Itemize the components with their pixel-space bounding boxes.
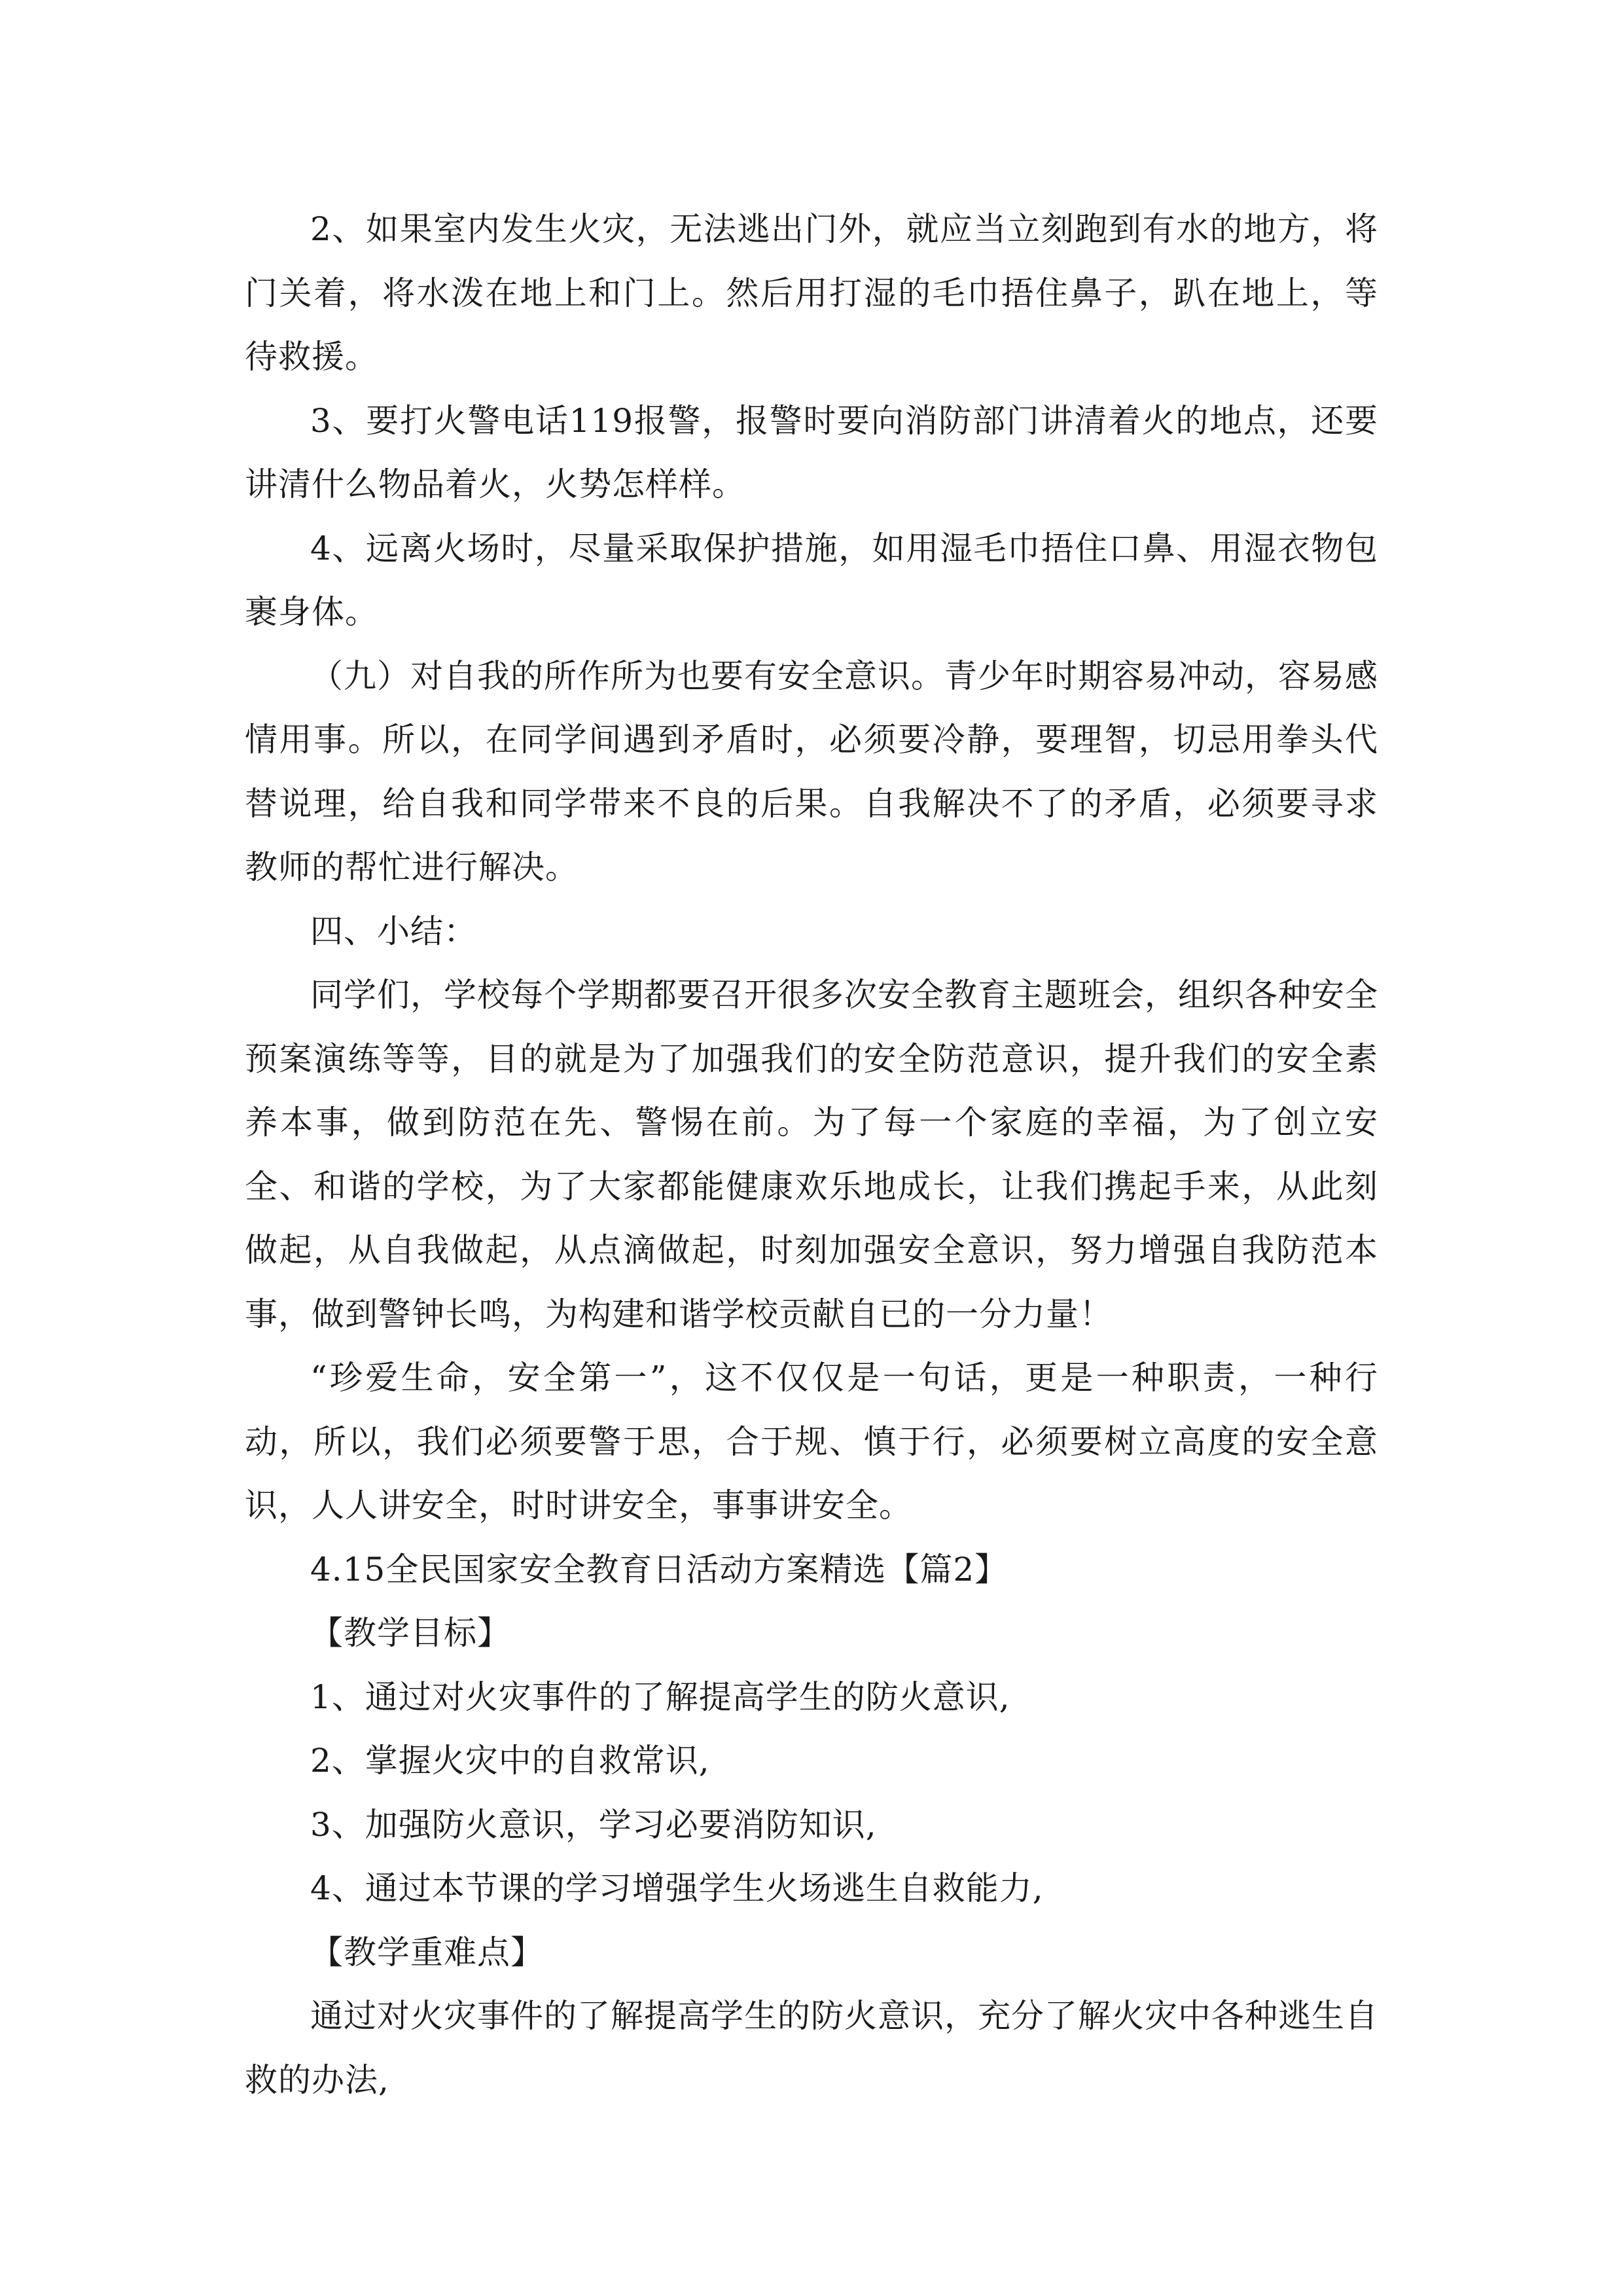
paragraph-fire-protection-4: 4、远离火场时，尽量采取保护措施，如用湿毛巾捂住口鼻、用湿衣物包裹身体。: [245, 529, 1378, 631]
paragraph-fire-escape-2: 2、如果室内发生火灾，无法逃出门外，就应当立刻跑到有水的地方，将门关着，将水泼在地上和门上。然后用打湿的毛巾捂住鼻子，趴在地上，等待救援。: [245, 210, 1378, 376]
section-heading-teaching-goals: 【教学目标】: [310, 1614, 510, 1652]
section-heading-key-points: 【教学重难点】: [310, 1933, 544, 1971]
section-heading-summary: 四、小结：: [310, 912, 477, 950]
paragraph-summary-body: 同学们，学校每个学期都要召开很多次安全教育主题班会，组织各种安全预案演练等等，目的就是为了加强我们的安全防范意识，提升我们的安全素养本事，做到防范在先、警惕在前。为了每一个家庭的幸福，为了创立安全、和谐的学校，为了大家都能健康欢乐地成长，让我们携起手来，从此刻做起，从自我做起，从点滴做起，时刻加强安全意识，努力增强自我防范本事，做到警钟长鸣，为构建和谐学校贡献自已的一分力量！: [245, 976, 1378, 1333]
paragraph-self-awareness-9: （九）对自我的所作所为也要有安全意识。青少年时期容易冲动，容易感情用事。所以，在同学间遇到矛盾时，必须要冷静，要理智，切忌用拳头代替说理，给自我和同学带来不良的后果。自我解决不了的矛盾，必须要寻求教师的帮忙进行解决。: [245, 656, 1378, 886]
goal-item-4: 4、通过本节课的学习增强学生火场逃生自救能力,: [310, 1869, 1044, 1907]
article-title-part-2: 4.15全民国家安全教育日活动方案精选【篇2】: [310, 1550, 1008, 1588]
goal-item-1: 1、通过对火灾事件的了解提高学生的防火意识,: [310, 1677, 1010, 1716]
body-text: [245, 198, 1378, 2112]
paragraph-cherish-life: “珍爱生命，安全第一”，这不仅仅是一句话，更是一种职责，一种行动，所以，我们必须要警于思，合于规、慎于行，必须要树立高度的安全意识，人人讲安全，时时讲安全，事事讲安全。: [245, 1359, 1378, 1524]
goal-item-3: 3、加强防火意识，学习必要消防知识,: [310, 1805, 877, 1844]
paragraph-key-points-body: 通过对火灾事件的了解提高学生的防火意识，充分了解火灾中各种逃生自救的办法,: [245, 1997, 1378, 2099]
goal-item-2: 2、掌握火灾中的自救常识,: [310, 1742, 710, 1780]
paragraph-fire-call-3: 3、要打火警电话119报警，报警时要向消防部门讲清着火的地点，还要讲清什么物品着火，火势怎样样。: [245, 401, 1378, 503]
